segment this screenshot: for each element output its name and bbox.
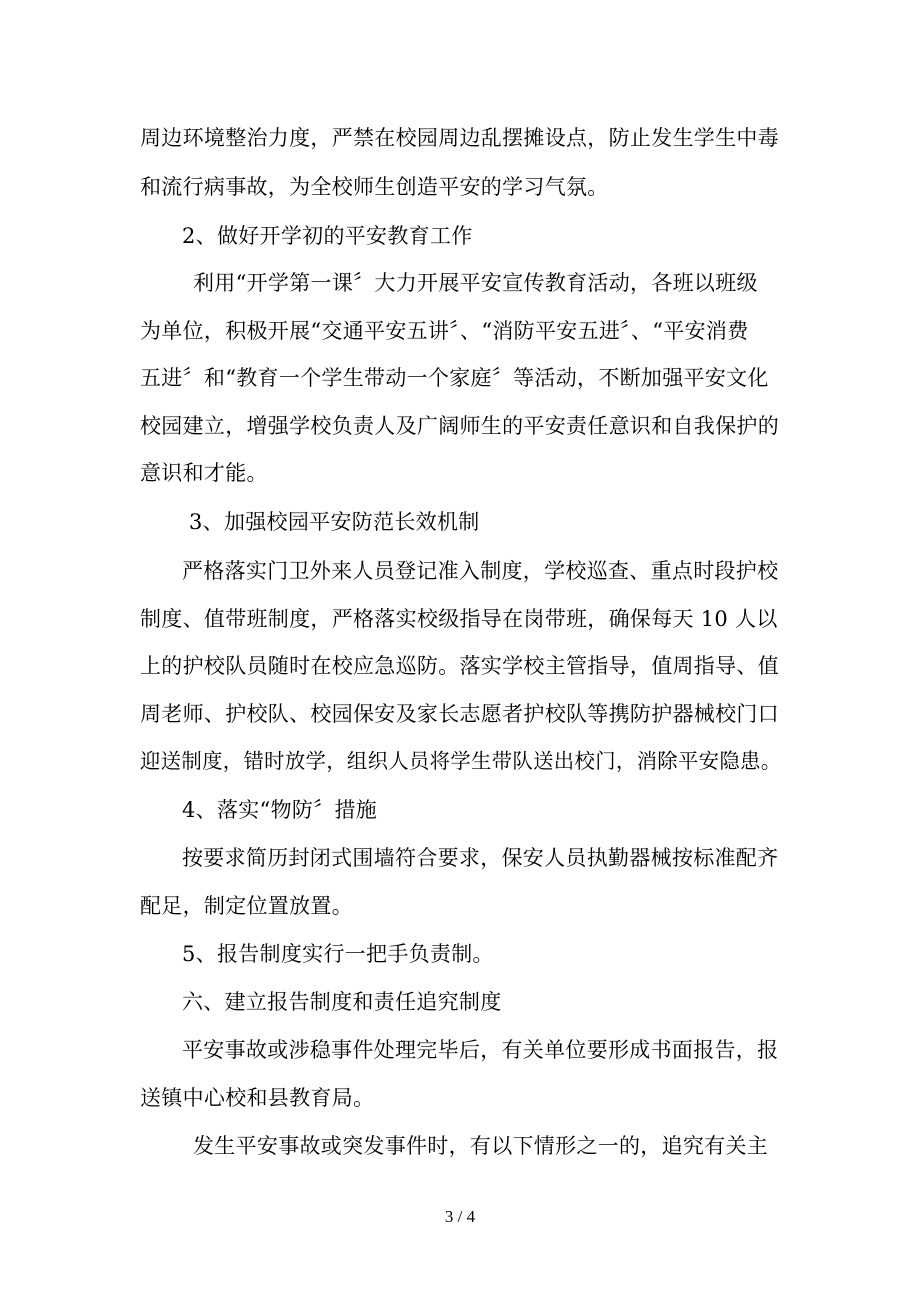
body-line: 利用“开学第一课〞大力开展平安宣传教育活动，各班以班级 xyxy=(193,271,758,295)
body-line: 校园建立，增强学校负责人及广阔师生的平安责任意识和自我保护的 xyxy=(140,414,779,438)
section-heading: 2、做好开学初的平安教育工作 xyxy=(182,224,473,248)
body-line: 周老师、护校队、校园保安及家长志愿者护校队等携防护器械校门口 xyxy=(140,702,779,726)
page-number: 3 / 4 xyxy=(444,1207,476,1226)
body-line: 上的护校队员随时在校应急巡防。落实学校主管指导，值周指导、值 xyxy=(140,654,779,678)
body-line: 意识和才能。 xyxy=(140,461,268,485)
body-line: 送镇中心校和县教育局。 xyxy=(140,1086,375,1110)
body-line: 五进〞和“教育一个学生带动一个家庭〞等活动，不断加强平安文化 xyxy=(140,366,769,390)
section-heading: 4、落实“物防〞措施 xyxy=(182,798,378,822)
body-line: 按要求简历封闭式围墙符合要求，保安人员执勤器械按标准配齐 xyxy=(182,846,779,870)
body-line: 为单位，积极开展“交通平安五讲〞、“消防平安五进〞、“平安消费 xyxy=(140,319,749,343)
body-line: 和流行病事故，为全校师生创造平安的学习气氛。 xyxy=(140,175,609,199)
body-line: 严格落实门卫外来人员登记准入制度，学校巡查、重点时段护校 xyxy=(182,559,779,583)
body-line: 发生平安事故或突发事件时，有以下情形之一的，追究有关主 xyxy=(193,1134,769,1158)
body-line: 迎送制度，错时放学，组织人员将学生带队送出校门，消除平安隐患。 xyxy=(140,749,782,773)
body-line: 制度、值带班制度，严格落实校级指导在岗带班，确保每天 10 人以 xyxy=(140,607,778,631)
body-line: 配足，制定位置放置。 xyxy=(140,894,353,918)
section-heading: 5、报告制度实行一把手负责制。 xyxy=(182,942,494,966)
section-heading: 六、建立报告制度和责任追究制度 xyxy=(182,990,502,1014)
body-line: 周边环境整治力度，严禁在校园周边乱摆摊设点，防止发生学生中毒 xyxy=(140,126,779,150)
section-heading: 3、加强校园平安防范长效机制 xyxy=(189,510,480,534)
body-line: 平安事故或涉稳事件处理完毕后，有关单位要形成书面报告，报 xyxy=(182,1038,779,1062)
